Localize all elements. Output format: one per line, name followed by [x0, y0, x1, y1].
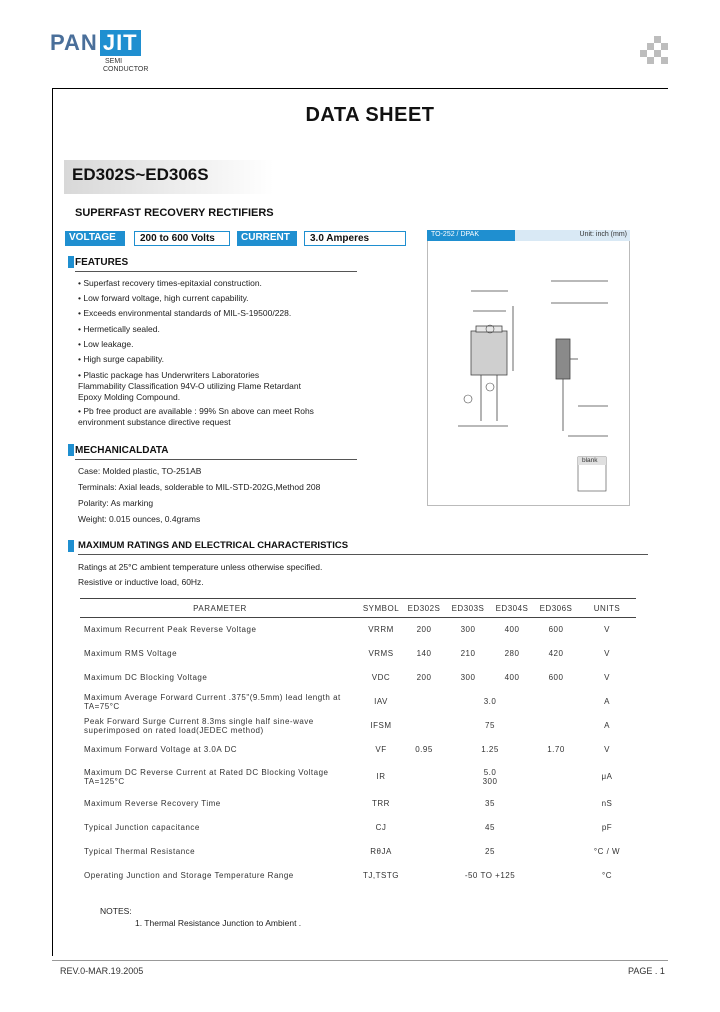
row-symbol: CJ — [375, 823, 387, 832]
table-header-row — [80, 599, 636, 618]
package-header — [427, 230, 630, 241]
table-row — [80, 762, 636, 792]
table-row — [80, 714, 636, 738]
row-value-line: 5.0 — [483, 767, 497, 777]
ratings-table — [80, 598, 636, 888]
row-parameter: Maximum Average Forward Current .375"(9.5mm) lead length at TA=75°C — [84, 692, 341, 711]
brand-subtitle: SEMI CONDUCTOR — [103, 58, 149, 73]
col-units: UNITS — [578, 599, 636, 618]
feature-item: • Pb free product are available : 99% Sn above can meet Rohs environment substance directive request — [78, 406, 314, 427]
row-symbol: TRR — [372, 799, 390, 808]
table-row — [80, 816, 636, 840]
row-value: 300 — [460, 625, 476, 635]
row-value-line: 300 — [482, 776, 498, 786]
row-unit: pF — [601, 823, 613, 832]
row-value: 200 — [416, 625, 432, 635]
row-unit: °C — [602, 871, 612, 880]
table-row — [80, 792, 636, 816]
corner-decoration-icon — [640, 36, 670, 66]
row-symbol: RθJA — [370, 847, 392, 856]
table-row — [80, 642, 636, 666]
row-unit: V — [604, 745, 610, 754]
col-symbol: SYMBOL — [360, 599, 402, 618]
feature-item: • Hermetically sealed. — [78, 324, 160, 334]
ratings-condition-2: Resistive or inductive load, 60Hz. — [78, 577, 204, 587]
row-value: 300 — [460, 673, 476, 682]
row-symbol: IR — [376, 772, 386, 781]
page-number: PAGE . 1 — [628, 966, 665, 976]
features-bar — [68, 256, 74, 268]
row-symbol: VRMS — [368, 649, 394, 658]
row-symbol: TJ,TSTG — [363, 871, 399, 880]
col-ed304s: ED304S — [490, 599, 534, 618]
mech-terminals: Terminals: Axial leads, solderable to MIL-STD-202G,Method 208 — [78, 482, 321, 492]
table-row — [80, 738, 636, 762]
row-parameter: Maximum Recurrent Peak Reverse Voltage — [84, 625, 257, 635]
table-row — [80, 618, 636, 642]
row-value: 35 — [485, 799, 495, 808]
row-value: 3.0 — [483, 697, 497, 706]
row-value: -50 TO +125 — [464, 871, 516, 880]
feature-item: • Exceeds environmental standards of MIL-S-19500/228. — [78, 308, 292, 318]
row-symbol: VF — [375, 745, 387, 754]
package-name: TO-252 / DPAK — [427, 230, 515, 241]
row-parameter: Operating Junction and Storage Temperature Range — [84, 871, 294, 880]
feature-item: • Superfast recovery times-epitaxial construction. — [78, 278, 262, 288]
mech-weight: Weight: 0.015 ounces, 0.4grams — [78, 514, 201, 524]
row-value: 1.25 — [481, 745, 499, 754]
row-parameter: Maximum DC Blocking Voltage — [84, 673, 208, 682]
row-unit: V — [604, 673, 610, 682]
row-parameter: Maximum RMS Voltage — [84, 649, 178, 658]
row-value: 400 — [504, 625, 520, 635]
revision-label: REV.0-MAR.19.2005 — [60, 966, 144, 976]
row-value: 0.95 — [415, 745, 433, 754]
row-value: 600 — [548, 673, 564, 682]
row-parameter: Typical Junction capacitance — [84, 823, 200, 832]
row-unit: μA — [601, 772, 613, 781]
table-row — [80, 864, 636, 888]
part-number: ED302S~ED306S — [72, 165, 209, 184]
col-ed306s: ED306S — [534, 599, 578, 618]
col-ed302s: ED302S — [402, 599, 446, 618]
row-value: 600 — [548, 625, 564, 635]
row-parameter: Maximum Reverse Recovery Time — [84, 799, 221, 808]
unit-label: Unit: inch (mm) — [579, 231, 627, 238]
package-drawing — [428, 231, 631, 507]
page-title: DATA SHEET — [305, 104, 435, 126]
row-unit: V — [604, 649, 610, 658]
row-value — [402, 762, 578, 792]
package-diagram — [427, 230, 630, 506]
row-symbol: IFSM — [370, 721, 392, 730]
row-unit: °C / W — [593, 847, 621, 856]
footer-divider — [52, 960, 668, 961]
note-1: 1. Thermal Resistance Junction to Ambient . — [135, 918, 302, 928]
row-value: 45 — [485, 823, 495, 832]
product-subtitle: SUPERFAST RECOVERY RECTIFIERS — [75, 207, 274, 219]
row-unit: A — [604, 697, 610, 706]
row-value: 200 — [416, 673, 432, 682]
notes-heading: NOTES: — [100, 906, 132, 916]
row-value: 75 — [485, 721, 495, 730]
row-symbol: VRRM — [368, 625, 394, 635]
row-value: 280 — [504, 649, 520, 658]
row-value: 1.70 — [547, 745, 565, 754]
row-unit: V — [604, 625, 610, 635]
ratings-heading: MAXIMUM RATINGS AND ELECTRICAL CHARACTERISTICS — [78, 540, 648, 555]
row-parameter: Maximum Forward Voltage at 3.0A DC — [84, 745, 238, 754]
row-value: 210 — [460, 649, 476, 658]
current-value: 3.0 Amperes — [304, 231, 406, 246]
row-unit: A — [604, 721, 610, 730]
blank-label: blank — [582, 457, 598, 464]
row-parameter: Peak Forward Surge Current 8.3ms single half sine-wave superimposed on rated load(JEDEC method) — [84, 716, 314, 735]
ratings-bar — [68, 540, 74, 552]
row-parameter: Maximum DC Reverse Current at Rated DC Blocking Voltage TA=125°C — [84, 767, 329, 786]
mechanical-heading: MECHANICALDATA — [75, 445, 357, 460]
mech-case: Case: Molded plastic, TO-251AB — [78, 466, 202, 476]
feature-item: • Plastic package has Underwriters Laboratories Flammability Classification 94V-O utilizing Flame Retardant Epoxy Molding Compound. — [78, 370, 301, 402]
row-symbol: VDC — [371, 673, 391, 682]
row-symbol: IAV — [374, 697, 388, 706]
mech-polarity: Polarity: As marking — [78, 498, 154, 508]
feature-item: • Low forward voltage, high current capability. — [78, 293, 249, 303]
table-row — [80, 666, 636, 690]
row-parameter: Typical Thermal Resistance — [84, 847, 196, 856]
row-value: 400 — [504, 673, 520, 682]
features-heading: FEATURES — [75, 257, 357, 272]
table-row — [80, 840, 636, 864]
brand-logo: PAN JIT — [50, 30, 141, 56]
row-value: 420 — [548, 649, 564, 658]
voltage-value: 200 to 600 Volts — [134, 231, 230, 246]
mechanical-bar — [68, 444, 74, 456]
row-value: 25 — [485, 847, 495, 856]
row-unit: nS — [601, 799, 613, 808]
col-parameter: PARAMETER — [80, 599, 360, 618]
voltage-label: VOLTAGE — [65, 231, 125, 246]
table-row — [80, 690, 636, 714]
row-value: 140 — [416, 649, 432, 658]
col-ed303s: ED303S — [446, 599, 490, 618]
feature-item: • Low leakage. — [78, 339, 134, 349]
ratings-condition-1: Ratings at 25°C ambient temperature unless otherwise specified. — [78, 562, 323, 572]
current-label: CURRENT — [237, 231, 297, 246]
feature-item: • High surge capability. — [78, 354, 164, 364]
